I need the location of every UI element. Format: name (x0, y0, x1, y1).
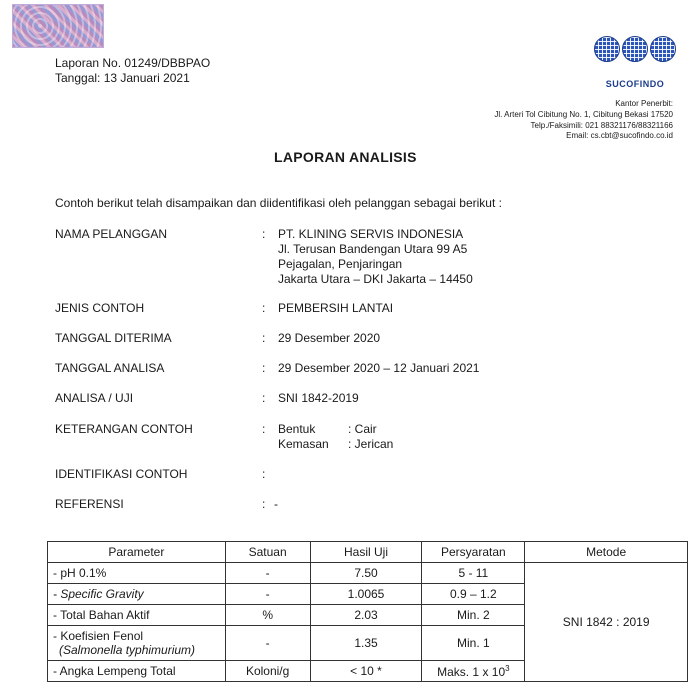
ref-label: REFERENSI (55, 497, 124, 511)
unit-cell: Koloni/g (225, 661, 310, 682)
intro-text: Contoh berikut telah disampaikan dan diidentifikasi oleh pelanggan sebagai berikut : (55, 196, 502, 210)
page-title: LAPORAN ANALISIS (274, 149, 417, 165)
analysis-date-value: 29 Desember 2020 – 12 Januari 2021 (278, 361, 480, 375)
result-cell: 1.0065 (310, 584, 422, 605)
ref-value: - (274, 497, 278, 511)
analysis-date-label: TANGGAL ANALISA (55, 361, 165, 375)
param-cell: - Total Bahan Aktif (48, 605, 226, 626)
result-cell: 1.35 (310, 626, 422, 661)
sample-desc-label: KETERANGAN CONTOH (55, 422, 193, 436)
report-date: Tanggal: 13 Januari 2021 (55, 71, 190, 85)
unit-cell: - (225, 584, 310, 605)
param-cell: - Specific Gravity (48, 584, 226, 605)
customer-address-1: Jl. Terusan Bandengan Utara 99 A5 (278, 242, 468, 256)
result-cell: 7.50 (310, 563, 422, 584)
sample-type-value: PEMBERSIH LANTAI (278, 301, 394, 315)
unit-cell: % (225, 605, 310, 626)
header-result: Hasil Uji (310, 542, 422, 563)
result-cell: 2.03 (310, 605, 422, 626)
result-cell: < 10 * (310, 661, 422, 682)
param-subname: (Salmonella typhimurium) (59, 643, 196, 657)
requirement-exponent: 3 (505, 663, 510, 673)
ident-label: IDENTIFIKASI CONTOH (55, 467, 188, 481)
customer-name: PT. KLINING SERVIS INDONESIA (278, 227, 464, 241)
desc-pack-key: Kemasan (278, 437, 329, 451)
method-cell: SNI 1842 : 2019 (525, 563, 688, 682)
header-method: Metode (525, 542, 688, 563)
desc-form-key: Bentuk (278, 422, 316, 436)
test-label: ANALISA / UJI (55, 391, 134, 405)
customer-label: NAMA PELANGGAN (55, 227, 168, 241)
param-cell: - Angka Lempeng Total (48, 661, 226, 682)
desc-pack-value: : Jerican (348, 437, 394, 451)
colon: : (262, 361, 266, 375)
requirement-cell (422, 661, 525, 682)
header-unit: Satuan (225, 542, 310, 563)
header-requirement: Persyaratan (422, 542, 525, 563)
received-value: 29 Desember 2020 (278, 331, 381, 345)
requirement-cell: 5 - 11 (422, 563, 525, 584)
sucofindo-logo (594, 36, 680, 66)
logo-text: SUCOFINDO (605, 79, 665, 89)
colon: : (262, 422, 266, 436)
table-row (48, 563, 688, 584)
unit-cell: - (225, 626, 310, 661)
customer-address-2: Pejagalan, Penjaringan (278, 257, 403, 271)
colon: : (262, 331, 266, 345)
globe-icon (622, 36, 648, 62)
globe-icon (594, 36, 620, 62)
security-hologram-stamp (12, 4, 104, 48)
customer-address-3: Jakarta Utara – DKI Jakarta – 14450 (278, 272, 473, 286)
requirement-cell: 0.9 – 1.2 (422, 584, 525, 605)
colon: : (262, 391, 266, 405)
requirement-cell: Min. 1 (422, 626, 525, 661)
office-email: Email: cs.cbt@sucofindo.co.id (566, 131, 673, 140)
office-label: Kantor Penerbit: (615, 99, 673, 108)
param-name: - Koefisien Fenol (53, 629, 144, 643)
param-cell: - pH 0.1% (48, 563, 226, 584)
table-header-row (48, 542, 688, 563)
office-address: Jl. Arteri Tol Cibitung No. 1, Cibitung Bekasi 17520 (494, 110, 673, 119)
received-label: TANGGAL DITERIMA (55, 331, 172, 345)
test-value: SNI 1842-2019 (278, 391, 359, 405)
office-phone: Telp./Faksimili: 021 88321176/88321166 (530, 121, 673, 130)
colon: : (262, 227, 266, 241)
report-number: Laporan No. 01249/DBBPAO (55, 56, 211, 70)
unit-cell: - (225, 563, 310, 584)
globe-icon (650, 36, 676, 62)
header-parameter: Parameter (48, 542, 226, 563)
colon: : (262, 497, 266, 511)
colon: : (262, 301, 266, 315)
requirement-text: Maks. 1 x 10 (437, 664, 506, 679)
colon: : (262, 467, 266, 481)
desc-form-value: : Cair (348, 422, 377, 436)
sample-type-label: JENIS CONTOH (55, 301, 145, 315)
param-cell (48, 626, 226, 661)
requirement-cell: Min. 2 (422, 605, 525, 626)
results-table (47, 541, 688, 682)
